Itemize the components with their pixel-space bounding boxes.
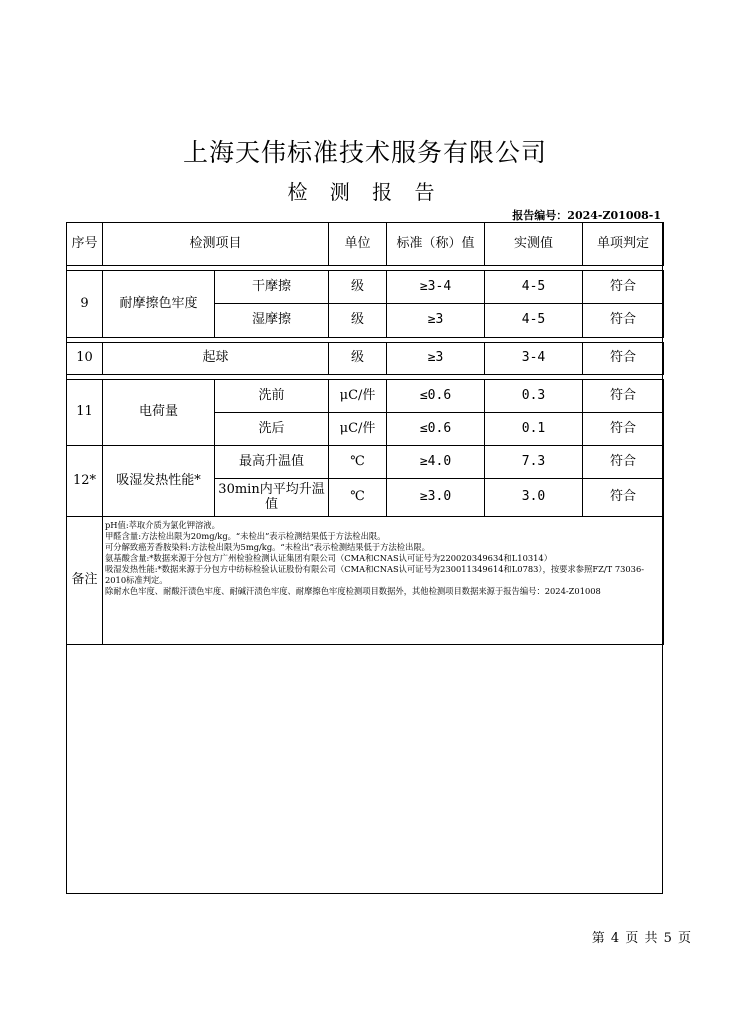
row-standard: ≥3 bbox=[387, 343, 485, 375]
row-seq: 10 bbox=[67, 343, 103, 375]
row-verdict: 符合 bbox=[583, 413, 664, 446]
row-subitem: 最高升温值 bbox=[215, 446, 329, 479]
row-subitem: 30min内平均升温值 bbox=[215, 479, 329, 517]
row-item: 吸湿发热性能* bbox=[103, 446, 215, 517]
page-number: 第 4 页 共 5 页 bbox=[591, 931, 692, 946]
note-line: 甲醛含量:方法检出限为20mg/kg。“未检出”表示检测结果低于方法检出限。 bbox=[105, 530, 386, 541]
table-header-row bbox=[67, 223, 664, 266]
row-unit: ℃ bbox=[329, 479, 387, 517]
row-seq: 9 bbox=[67, 271, 103, 338]
results-table bbox=[66, 222, 664, 645]
company-name: 上海天伟标准技术服务有限公司 bbox=[182, 138, 547, 167]
row-verdict: 符合 bbox=[583, 304, 664, 338]
row-measured: 0.1 bbox=[485, 413, 583, 446]
note-line: pH值:萃取介质为氯化钾溶液。 bbox=[105, 520, 220, 530]
row-measured: 4-5 bbox=[485, 271, 583, 304]
row-standard: ≥4.0 bbox=[387, 446, 485, 479]
note-line: 除耐水色牢度、耐酸汗渍色牢度、耐碱汗渍色牢度、耐摩擦色牢度检测项目数据外，其他检测项目数据来源于报告编号：2024-Z01008 bbox=[105, 585, 601, 596]
row-unit: ℃ bbox=[329, 446, 387, 479]
report-number: 报告编号：2024-Z01008-1 bbox=[512, 209, 661, 222]
note-line: 吸湿发热性能:*数据来源于分包方中纺标检验认证股份有限公司（CMA和CNAS认可证号为230011349614和L0783），按要求参照FZ/T 73036-2010标准判定。 bbox=[105, 563, 645, 585]
row-item: 电荷量 bbox=[103, 380, 215, 446]
header-item: 检测项目 bbox=[103, 223, 329, 266]
header-standard: 标准（称）值 bbox=[387, 223, 485, 266]
note-line: 可分解致癌芳香胺染料:方法检出限为5mg/kg。“未检出”表示检测结果低于方法检出限。 bbox=[105, 541, 430, 552]
row-standard: ≥3-4 bbox=[387, 271, 485, 304]
row-verdict: 符合 bbox=[583, 446, 664, 479]
row-item: 起球 bbox=[103, 343, 329, 375]
row-unit: μC/件 bbox=[329, 380, 387, 413]
row-seq: 11 bbox=[67, 380, 103, 446]
row-verdict: 符合 bbox=[583, 271, 664, 304]
row-verdict: 符合 bbox=[583, 380, 664, 413]
row-verdict: 符合 bbox=[583, 479, 664, 517]
header-verdict: 单项判定 bbox=[583, 223, 664, 266]
header-seq: 序号 bbox=[67, 223, 103, 266]
row-subitem: 洗后 bbox=[215, 413, 329, 446]
notes-label: 备注 bbox=[67, 517, 103, 645]
header-measured: 实测值 bbox=[485, 223, 583, 266]
row-item: 耐摩擦色牢度 bbox=[103, 271, 215, 338]
table-row bbox=[67, 380, 664, 413]
report-title: 检 测 报 告 bbox=[287, 180, 443, 204]
row-unit: 级 bbox=[329, 304, 387, 338]
table-row bbox=[67, 271, 664, 304]
row-seq: 12* bbox=[67, 446, 103, 517]
row-measured: 3-4 bbox=[485, 343, 583, 375]
notes-body bbox=[103, 517, 664, 645]
row-verdict: 符合 bbox=[583, 343, 664, 375]
row-subitem: 湿摩擦 bbox=[215, 304, 329, 338]
row-standard: ≥3.0 bbox=[387, 479, 485, 517]
row-standard: ≤0.6 bbox=[387, 413, 485, 446]
note-line: 氨基酸含量:*数据来源于分包方广州检验检测认证集团有限公司（CMA和CNAS认可证号为220020349634和L10314） bbox=[105, 552, 553, 563]
table-row bbox=[67, 343, 664, 375]
header-unit: 单位 bbox=[329, 223, 387, 266]
row-measured: 4-5 bbox=[485, 304, 583, 338]
row-standard: ≥3 bbox=[387, 304, 485, 338]
table-row bbox=[67, 446, 664, 479]
row-standard: ≤0.6 bbox=[387, 380, 485, 413]
row-subitem: 干摩擦 bbox=[215, 271, 329, 304]
row-measured: 0.3 bbox=[485, 380, 583, 413]
row-measured: 3.0 bbox=[485, 479, 583, 517]
row-unit: 级 bbox=[329, 271, 387, 304]
notes-row bbox=[67, 517, 664, 645]
row-measured: 7.3 bbox=[485, 446, 583, 479]
row-subitem: 洗前 bbox=[215, 380, 329, 413]
row-unit: 级 bbox=[329, 343, 387, 375]
row-unit: μC/件 bbox=[329, 413, 387, 446]
